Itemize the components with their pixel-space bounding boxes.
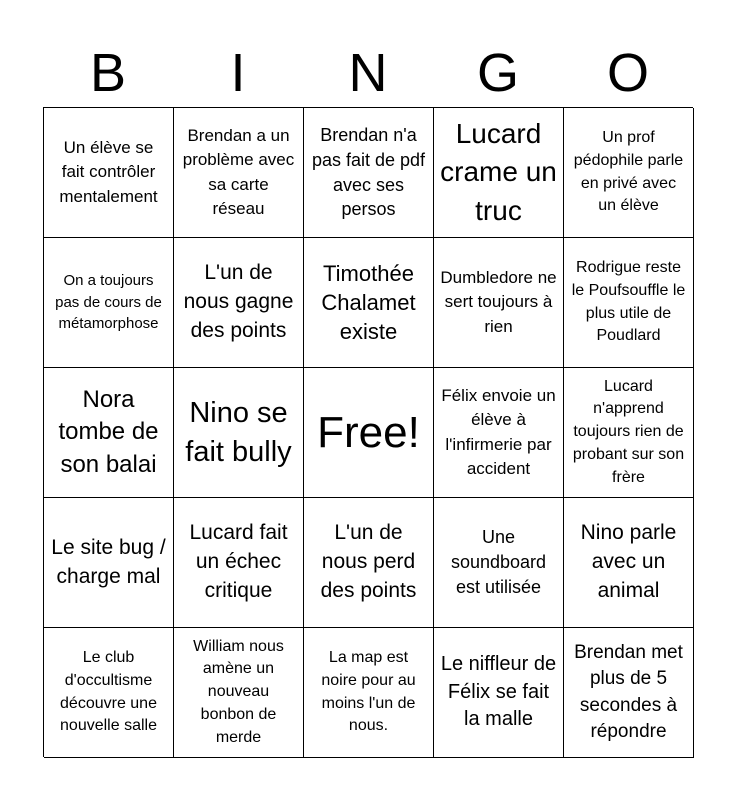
bingo-cell[interactable]: La map est noire pour au moins l'un de nous. [304, 628, 434, 758]
bingo-cell[interactable]: Le club d'occultisme découvre une nouvelle salle [44, 628, 174, 758]
bingo-cell[interactable]: Félix envoie un élève à l'infirmerie par accident [434, 368, 564, 498]
bingo-cell[interactable]: L'un de nous gagne des points [174, 238, 304, 368]
bingo-cell[interactable]: Timothée Chalamet existe [304, 238, 434, 368]
bingo-cell[interactable]: Dumbledore ne sert toujours à rien [434, 238, 564, 368]
free-space[interactable]: Free! [304, 368, 434, 498]
bingo-cell[interactable]: Un prof pédophile parle en privé avec un élève [564, 108, 694, 238]
bingo-cell[interactable]: Brendan n'a pas fait de pdf avec ses persos [304, 108, 434, 238]
bingo-cell[interactable]: Le site bug / charge mal [44, 498, 174, 628]
bingo-cell[interactable]: Nino se fait bully [174, 368, 304, 498]
bingo-cell[interactable]: William nous amène un nouveau bonbon de merde [174, 628, 304, 758]
header-letter-g: G [476, 43, 519, 103]
bingo-header [43, 40, 693, 106]
bingo-cell[interactable]: L'un de nous perd des points [304, 498, 434, 628]
bingo-cell[interactable]: Nora tombe de son balai [44, 368, 174, 498]
header-letter-i: I [230, 43, 246, 103]
bingo-cell[interactable]: Rodrigue reste le Poufsouffle le plus utile de Poudlard [564, 238, 694, 368]
bingo-cell[interactable]: Nino parle avec un animal [564, 498, 694, 628]
bingo-cell[interactable]: Lucard n'apprend toujours rien de probant sur son frère [564, 368, 694, 498]
bingo-cell[interactable]: Une soundboard est utilisée [434, 498, 564, 628]
bingo-cell[interactable]: Un élève se fait contrôler mentalement [44, 108, 174, 238]
bingo-cell[interactable]: Lucard crame un truc [434, 108, 564, 238]
bingo-grid [43, 107, 693, 757]
header-letter-b: B [89, 43, 127, 103]
header-letter-o: O [606, 43, 649, 103]
bingo-cell[interactable]: Brendan a un problème avec sa carte réseau [174, 108, 304, 238]
bingo-cell[interactable]: On a toujours pas de cours de métamorphose [44, 238, 174, 368]
bingo-cell[interactable]: Le niffleur de Félix se fait la malle [434, 628, 564, 758]
header-letter-n: N [348, 43, 388, 103]
bingo-cell[interactable]: Lucard fait un échec critique [174, 498, 304, 628]
bingo-cell[interactable]: Brendan met plus de 5 secondes à répondre [564, 628, 694, 758]
